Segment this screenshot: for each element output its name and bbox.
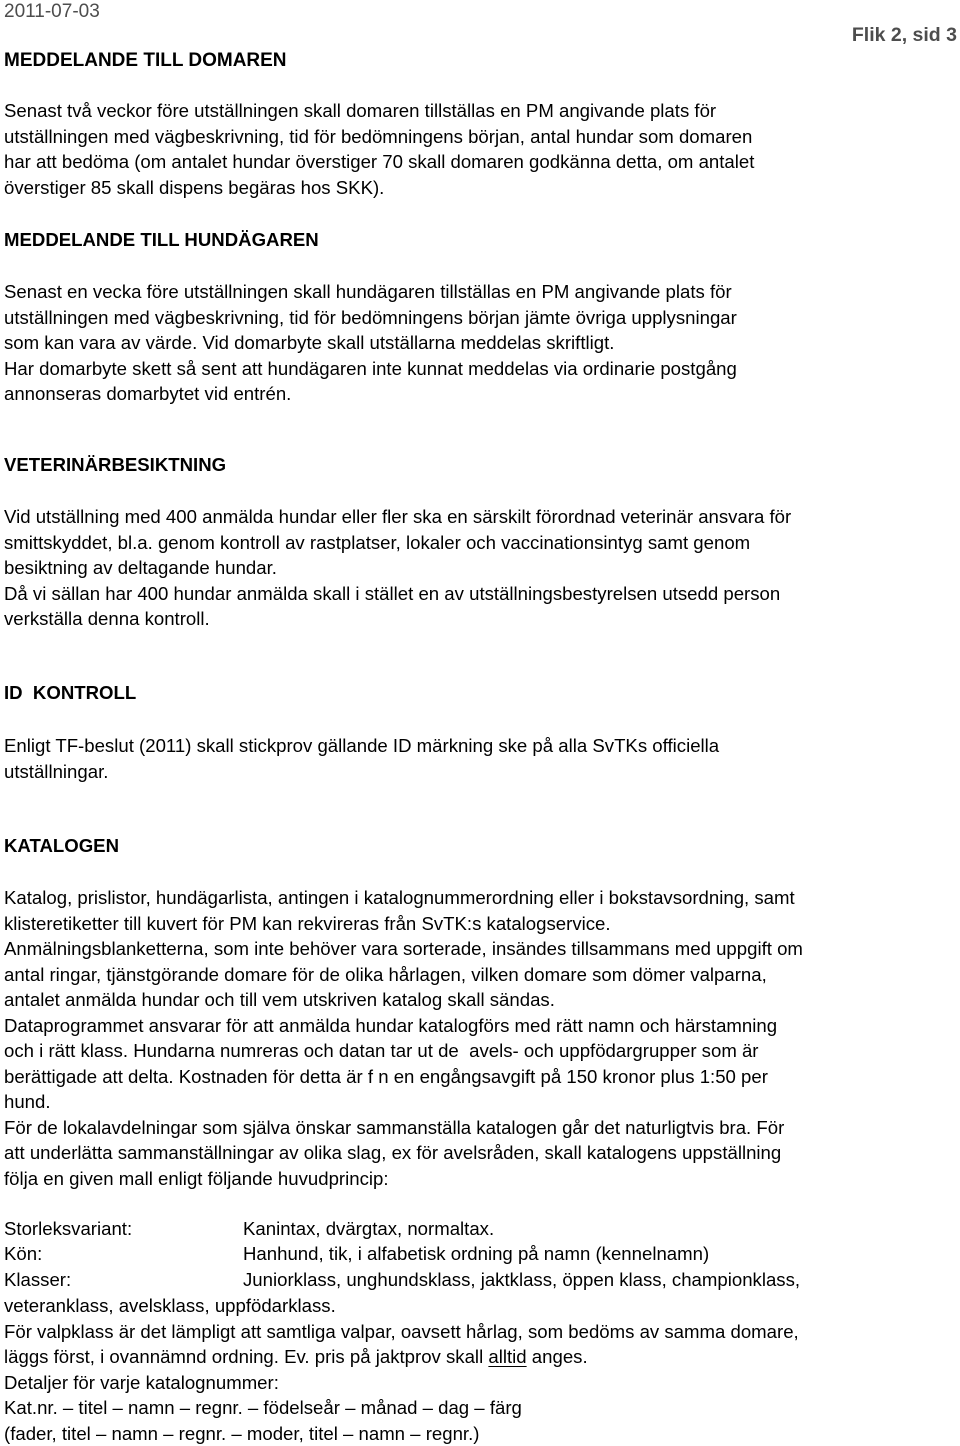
page-reference: Flik 2, sid 3 — [852, 23, 957, 47]
text-line: klisteretiketter till kuvert för PM kan rekvireras från SvTK:s katalogservice. — [4, 911, 954, 937]
text-line: För de lokalavdelningar som själva önskar sammanställa katalogen går det naturligtvis bra. För — [4, 1115, 954, 1141]
text-span: läggs först, i ovannämnd ordning. Ev. pris på jaktprov skall — [4, 1346, 488, 1367]
text-line: Då vi sällan har 400 hundar anmälda skall i stället en av utställningsbestyrelsen utsedd person — [4, 581, 954, 607]
heading-hundagaren: MEDDELANDE TILL HUNDÄGAREN — [4, 228, 319, 252]
text-line: följa en given mall enligt följande huvudprincip: — [4, 1166, 954, 1192]
heading-katalogen: KATALOGEN — [4, 834, 119, 858]
text-line: Senast en vecka före utställningen skall hundägaren tillställas en PM angivande plats för — [4, 279, 954, 305]
text-line: verkställa denna kontroll. — [4, 606, 954, 632]
text-line — [4, 1344, 954, 1370]
underlined-word: alltid — [488, 1346, 526, 1367]
text-line: Katalog, prislistor, hundägarlista, antingen i katalognummerordning eller i bokstavsordning, samt — [4, 885, 954, 911]
paragraph-domaren — [4, 98, 954, 200]
text-span: berättigade att delta. — [4, 1066, 174, 1087]
principle-row-sex — [4, 1241, 954, 1267]
text-span: Kostnaden för detta är f n en engångsavgift på 150 kronor plus 1:50 per — [179, 1066, 768, 1087]
text-line: antal ringar, tjänstgörande domare för de olika hårlagen, vilken domare som dömer valparna, — [4, 962, 954, 988]
paragraph-veterinar — [4, 504, 954, 632]
text-line: Enligt TF-beslut (2011) skall stickprov gällande ID märkning ske på alla SvTKs officiella — [4, 733, 954, 759]
text-line: Kat.nr. – titel – namn – regnr. – födelseår – månad – dag – färg — [4, 1395, 954, 1421]
paragraph-hundagaren — [4, 279, 954, 407]
principle-value: Hanhund, tik, i alfabetisk ordning på namn (kennelnamn) — [243, 1241, 709, 1267]
text-line — [4, 330, 954, 356]
text-line: Dataprogrammet ansvarar för att anmälda hundar katalogförs med rätt namn och härstamning — [4, 1013, 954, 1039]
text-line: antalet anmälda hundar och till vem utskriven katalog skall sändas. — [4, 987, 954, 1013]
text-line — [4, 1038, 954, 1064]
text-line: att underlätta sammanställningar av olika slag, ex för avelsråden, skall katalogens uppställning — [4, 1140, 954, 1166]
text-line: besiktning av deltagande hundar. — [4, 555, 954, 581]
principle-key: Storleksvariant: — [4, 1216, 132, 1242]
text-line: Senast två veckor före utställningen skall domaren tillställas en PM angivande plats för — [4, 98, 954, 124]
text-span: Vid domarbyte skall utställarna meddelas skriftligt. — [202, 332, 614, 353]
text-span: som kan vara av värde. — [4, 332, 197, 353]
text-line: (fader, titel – namn – regnr. – moder, titel – namn – regnr.) — [4, 1421, 954, 1446]
heading-veterinar: VETERINÄRBESIKTNING — [4, 453, 226, 477]
text-line: utställningen med vägbeskrivning, tid för bedömningens början, antal hundar som domaren — [4, 124, 954, 150]
paragraph-katalogen — [4, 885, 954, 1191]
principle-key: Kön: — [4, 1241, 42, 1267]
text-line: Detaljer för varje katalognummer: — [4, 1370, 954, 1396]
text-line: annonseras domarbytet vid entrén. — [4, 381, 954, 407]
principle-key: Klasser: — [4, 1267, 71, 1293]
principle-value: Kanintax, dvärgtax, normaltax. — [243, 1216, 494, 1242]
text-span: anges. — [527, 1346, 588, 1367]
text-span: och i rätt klass. — [4, 1040, 128, 1061]
text-line: överstiger 85 skall dispens begäras hos SKK). — [4, 175, 954, 201]
text-line: smittskyddet, bl.a. genom kontroll av rastplatser, lokaler och vaccinationsintyg samt genom — [4, 530, 954, 556]
text-line: Anmälningsblanketterna, som inte behöver vara sorterade, insändes tillsammans med uppgift om — [4, 936, 954, 962]
text-span: Hundarna numreras och datan tar ut de avels- och uppfödargrupper som är — [133, 1040, 758, 1061]
text-line: utställningar. — [4, 759, 954, 785]
text-line: Vid utställning med 400 anmälda hundar eller fler ska en särskilt förordnad veterinär ansvara för — [4, 504, 954, 530]
principle-row-classes — [4, 1267, 954, 1293]
heading-domaren: MEDDELANDE TILL DOMAREN — [4, 49, 287, 73]
paragraph-katalogen-tail — [4, 1293, 954, 1446]
heading-idkontroll: ID KONTROLL — [4, 681, 136, 705]
text-line: veteranklass, avelsklass, uppfödarklass. — [4, 1293, 954, 1319]
text-line: Har domarbyte skett så sent att hundägaren inte kunnat meddelas via ordinarie postgång — [4, 356, 954, 382]
text-line: utställningen med vägbeskrivning, tid för bedömningens början jämte övriga upplysningar — [4, 305, 954, 331]
text-line: För valpklass är det lämpligt att samtliga valpar, oavsett hårlag, som bedöms av samma domare, — [4, 1319, 954, 1345]
principle-value: Juniorklass, unghundsklass, jaktklass, öppen klass, championklass, — [243, 1267, 800, 1293]
text-line: hund. — [4, 1089, 954, 1115]
text-line: har att bedöma (om antalet hundar överstiger 70 skall domaren godkänna detta, om antalet — [4, 149, 954, 175]
document-date: 2011-07-03 — [4, 0, 100, 24]
text-line — [4, 1064, 954, 1090]
paragraph-idkontroll — [4, 733, 954, 784]
principle-row-size — [4, 1216, 954, 1242]
